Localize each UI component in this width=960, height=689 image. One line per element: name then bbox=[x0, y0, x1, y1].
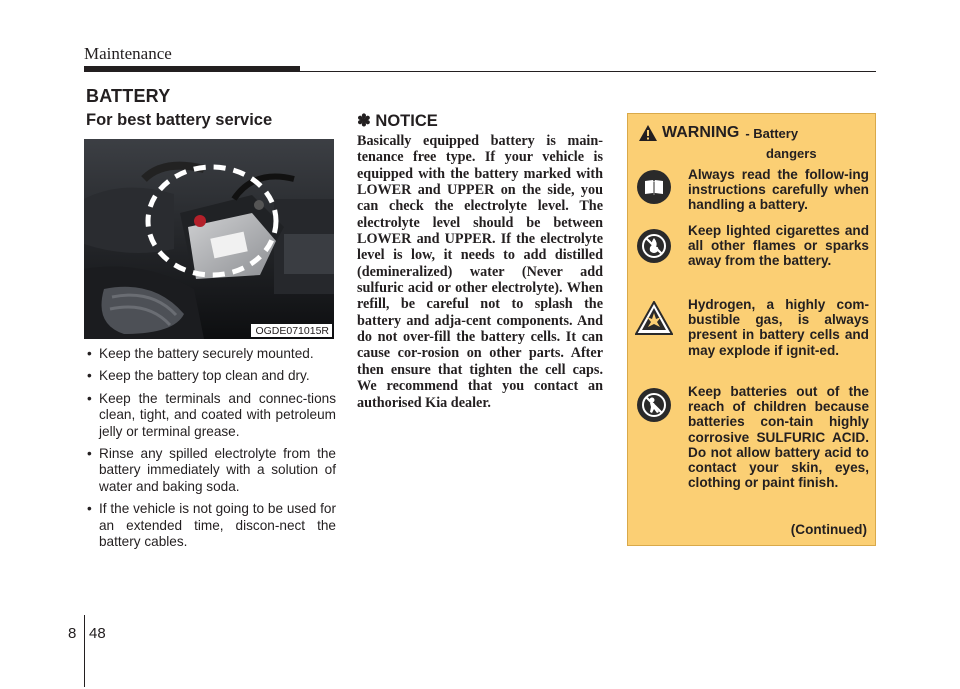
notice-body: Basically equipped battery is main-tenance free type. If your vehicle is equipped with the battery marked with LOWER and UPPER on the side, you can check the electrolyte level. The electrolyte level should be between LOWER and UPPER. If the electrolyte level is low, it needs to add distilled (demineralized) water (Never add sulfuric acid or other electrolyte). When refill, be careful not to splash the battery and adja-cent components. And do not over-fill the battery cells. It can cause cor-rosion on other parts. After then ensure that tighten the cell caps. We recommend that you contact an authorised Kia dealer. bbox=[357, 133, 603, 411]
warning-item-text: Keep batteries out of the reach of children because batteries con-tain highly corrosive SULFURIC ACID. Do not allow battery acid to contact your skin, eyes, clothing or paint finish. bbox=[688, 384, 869, 491]
warning-box bbox=[627, 113, 876, 546]
warning-item-text: Hydrogen, a highly com-bustible gas, is always present in battery cells and may explode if ignit-ed. bbox=[688, 297, 869, 358]
photo-code: OGDE071015R bbox=[251, 324, 332, 337]
explosion-hazard-icon bbox=[635, 301, 673, 335]
list-item: • Keep the battery top clean and dry. bbox=[86, 368, 336, 384]
battery-tips-list bbox=[86, 346, 336, 556]
no-flame-icon bbox=[637, 229, 671, 263]
warning-title bbox=[638, 124, 798, 142]
battery-photo bbox=[84, 139, 334, 339]
notice-heading: ✽ NOTICE bbox=[357, 112, 438, 130]
warning-subtitle: - Battery bbox=[745, 125, 799, 141]
section-label: Maintenance bbox=[84, 44, 172, 63]
warning-label: WARNING bbox=[662, 124, 740, 141]
warning-continued: (Continued) bbox=[790, 522, 867, 537]
footer-divider bbox=[84, 615, 85, 687]
chapter-number: 8 bbox=[68, 625, 77, 642]
page-heading: BATTERY bbox=[86, 86, 171, 106]
warning-item-text: Keep lighted cigarettes and all other flames or sparks away from the battery. bbox=[688, 223, 869, 269]
warning-triangle-icon bbox=[638, 124, 658, 142]
keep-away-children-icon bbox=[637, 388, 671, 422]
engine-bay-illustration bbox=[84, 139, 334, 339]
list-item: • If the vehicle is not going to be used for an extended time, discon-nect the battery cables. bbox=[86, 501, 336, 550]
header-bar bbox=[84, 66, 300, 72]
list-item: • Keep the battery securely mounted. bbox=[86, 346, 336, 362]
battery-service-subheading: For best battery service bbox=[86, 111, 273, 129]
list-item: • Keep the terminals and connec-tions clean, tight, and coated with petroleum jelly or terminal grease. bbox=[86, 391, 336, 440]
list-item: • Rinse any spilled electrolyte from the battery immediately with a solution of water and baking soda. bbox=[86, 446, 336, 495]
warning-item-text: Always read the follow-ing instructions carefully when handling a battery. bbox=[688, 167, 869, 213]
manual-book-icon bbox=[637, 170, 671, 204]
warning-subtitle-continued: dangers bbox=[766, 146, 817, 161]
header-rule bbox=[300, 71, 876, 72]
page-number: 48 bbox=[89, 625, 106, 642]
